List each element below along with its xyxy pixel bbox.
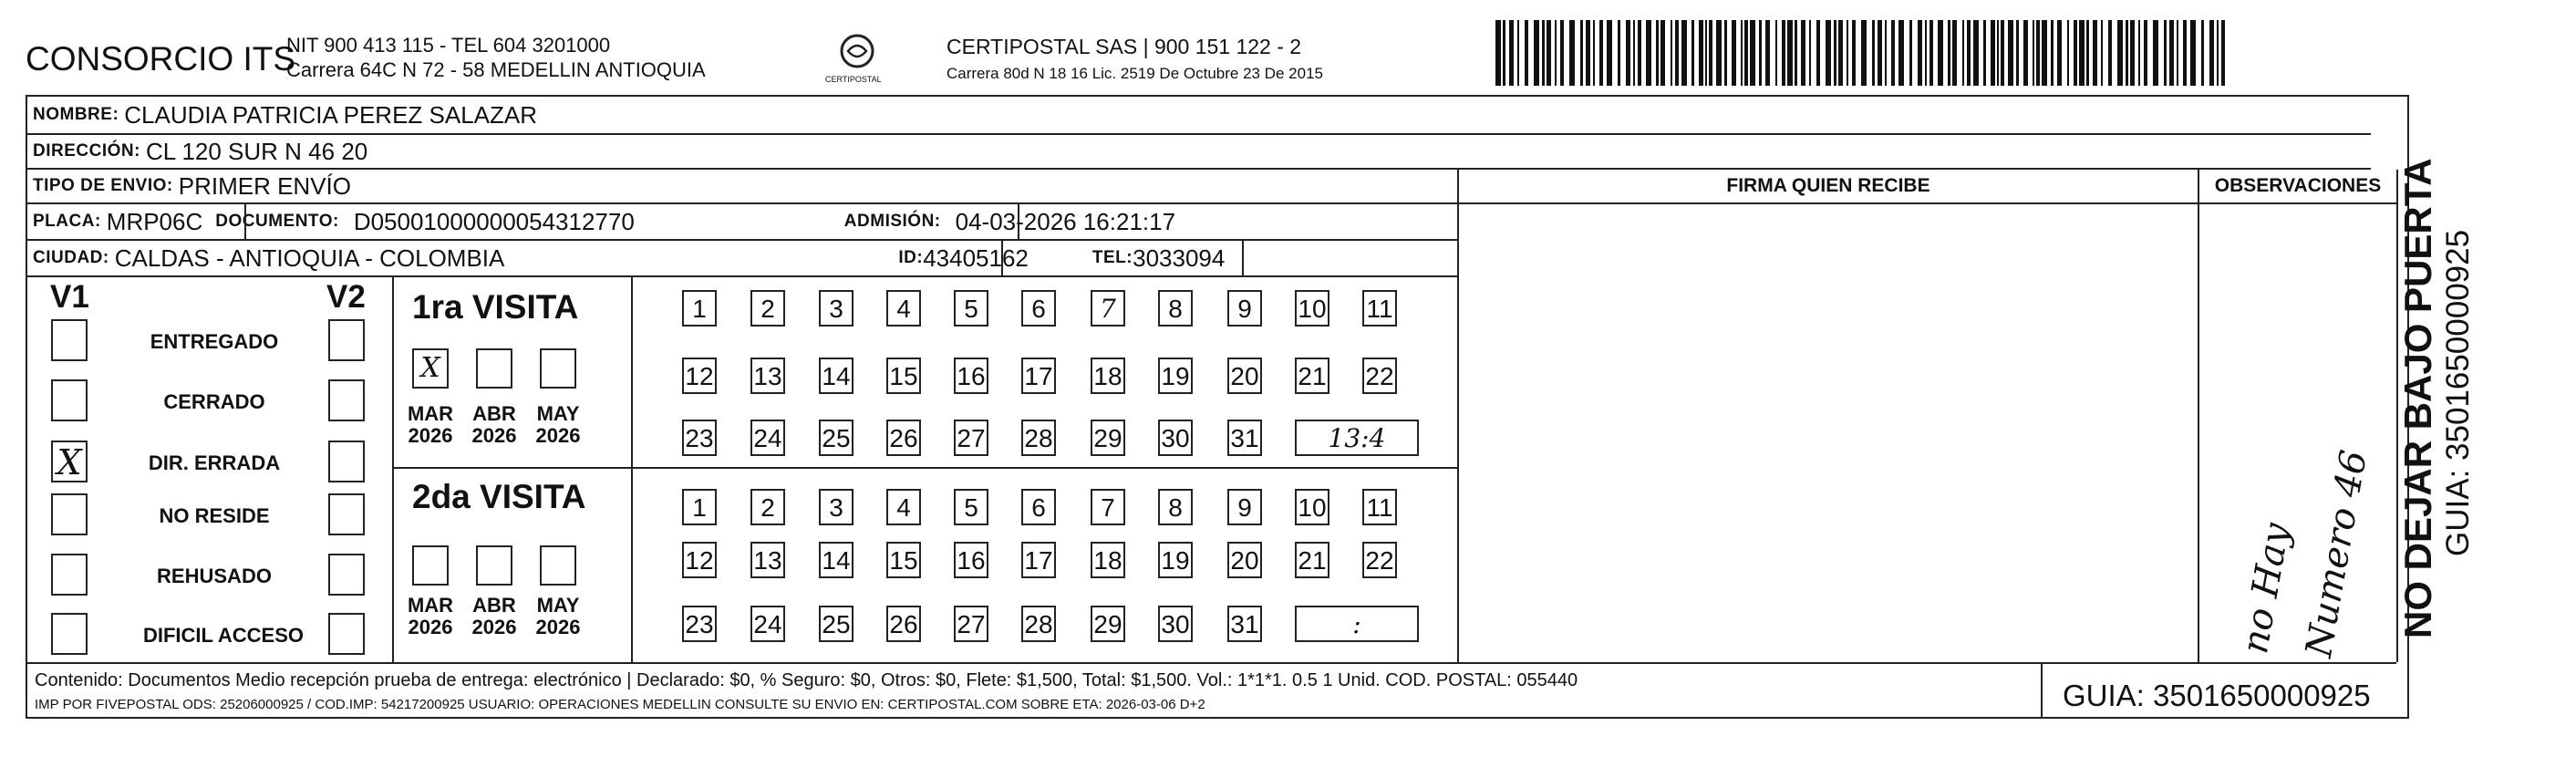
barcode-bar xyxy=(1560,20,1564,86)
row-tipo-envio xyxy=(27,170,1457,204)
barcode-bar xyxy=(1586,20,1590,86)
barcode-bar xyxy=(2153,20,2158,86)
day-box[interactable]: 3 xyxy=(819,290,853,327)
year-label: 2026 xyxy=(471,616,517,638)
barcode-bar xyxy=(1983,20,1986,86)
company-name: CONSORCIO ITS xyxy=(26,40,296,78)
barcode-bar xyxy=(1626,20,1630,86)
day-box[interactable]: 2 xyxy=(750,489,785,525)
v2-checkbox[interactable] xyxy=(328,493,365,535)
barcode-bar xyxy=(1599,20,1603,86)
barcode-bar xyxy=(2008,20,2013,86)
barcode-bar xyxy=(1744,20,1748,86)
day-box[interactable]: 16 xyxy=(954,358,988,394)
day-box[interactable]: 1 xyxy=(682,489,717,525)
day-box[interactable]: 27 xyxy=(954,420,988,456)
ciudad-label: CIUDAD: xyxy=(33,248,109,267)
id-label: ID: xyxy=(898,248,924,267)
day-box[interactable]: 8 xyxy=(1158,290,1193,327)
barcode-bar xyxy=(1593,20,1595,86)
divider xyxy=(1457,202,2396,204)
barcode-bar xyxy=(1633,20,1635,86)
barcode-bar xyxy=(2201,20,2204,86)
barcode-bar xyxy=(1765,20,1770,86)
day-box[interactable]: 5 xyxy=(954,290,988,327)
barcode-bar xyxy=(2042,20,2047,86)
day-box[interactable]: 22 xyxy=(1362,358,1397,394)
barcode-bar xyxy=(1509,20,1514,86)
barcode-bar xyxy=(1671,20,1672,86)
barcode-bar xyxy=(2074,20,2077,86)
observaciones-header: OBSERVACIONES xyxy=(2214,175,2382,196)
observation-line2: Numero 46 xyxy=(2298,447,2376,660)
day-box[interactable]: 3 xyxy=(819,489,853,525)
direccion-value: CL 120 SUR N 46 20 xyxy=(145,137,368,165)
month-checkbox[interactable]: X xyxy=(412,348,449,389)
barcode-bar xyxy=(1826,20,1831,86)
barcode-bar xyxy=(1741,20,1743,86)
day-box[interactable]: 4 xyxy=(886,489,921,525)
day-box[interactable]: 22 xyxy=(1362,542,1397,578)
barcode-bar xyxy=(2023,20,2028,86)
day-box[interactable]: 23 xyxy=(682,420,717,456)
day-box[interactable]: 21 xyxy=(1295,542,1329,578)
barcode-bar xyxy=(1580,20,1583,86)
barcode-bar xyxy=(2036,20,2040,86)
month-checkbox[interactable] xyxy=(540,545,576,586)
v1-checkbox[interactable]: X xyxy=(51,441,88,482)
day-box[interactable]: 28 xyxy=(1021,606,1056,642)
firma-header: FIRMA QUIEN RECIBE xyxy=(1726,175,1930,196)
barcode-bar xyxy=(1838,20,1843,86)
barcode-bar xyxy=(2101,20,2103,86)
barcode-bar xyxy=(2126,20,2128,86)
certipostal-address: Carrera 80d N 18 16 Lic. 2519 De Octubre 23 De 2015 xyxy=(947,65,1323,82)
barcode-bar xyxy=(2164,20,2167,86)
barcode-bar xyxy=(1918,20,1922,86)
day-box[interactable]: 23 xyxy=(682,606,717,642)
barcode-bar xyxy=(1691,20,1694,86)
v2-checkbox[interactable] xyxy=(328,613,365,655)
barcode-bar xyxy=(1909,20,1912,86)
company-address-line: Carrera 64C N 72 - 58 MEDELLIN ANTIOQUIA xyxy=(286,58,706,81)
barcode-bar xyxy=(1681,20,1687,86)
day-box[interactable]: 17 xyxy=(1021,358,1056,394)
day-box[interactable]: 13 xyxy=(750,358,785,394)
barcode-bar xyxy=(1929,20,1933,86)
month-label: MAR xyxy=(407,402,454,425)
barcode-bar xyxy=(2138,20,2140,86)
side-warning-title: NO DEJAR BAJO PUERTA xyxy=(2396,158,2439,638)
barcode-bar xyxy=(1656,20,1659,86)
barcode-bar xyxy=(1542,20,1545,86)
second-visit-title: 2da VISITA xyxy=(412,478,586,515)
admision-label: ADMISIÓN: xyxy=(843,212,941,231)
row-nombre xyxy=(27,97,2371,135)
ciudad-value: CALDAS - ANTIOQUIA - COLOMBIA xyxy=(114,244,505,272)
certipostal-line: CERTIPOSTAL SAS | 900 151 122 - 2 xyxy=(947,35,1302,58)
side-guia: GUIA: 3501650000925 xyxy=(2440,229,2476,556)
day-box[interactable]: 14 xyxy=(819,358,853,394)
barcode-bar xyxy=(2093,20,2097,86)
barcode-bar xyxy=(1834,20,1836,86)
day-box[interactable]: 7 xyxy=(1091,290,1125,327)
day-box[interactable]: 29 xyxy=(1091,606,1125,642)
barcode-bar xyxy=(2130,20,2135,86)
footer-meta: IMP POR FIVEPOSTAL ODS: 25206000925 / COD.IMP: 54217200925 USUARIO: OPERACIONES MEDELLIN CONSULTE SU ENVIO EN: CERTIPOSTAL.COM SOBRE ETA: 2026-03-06 D+2 xyxy=(35,697,1205,712)
divider xyxy=(392,467,1457,469)
barcode-bar xyxy=(1962,20,1964,86)
month-checkbox[interactable] xyxy=(476,545,512,586)
barcode-bar xyxy=(1782,20,1785,86)
barcode-bar xyxy=(1699,20,1703,86)
barcode-bar xyxy=(1705,20,1707,86)
barcode-bar xyxy=(2033,20,2034,86)
year-label: 2026 xyxy=(535,424,581,447)
day-box[interactable]: 26 xyxy=(886,606,921,642)
month-label: MAY xyxy=(536,594,580,617)
barcode-bar xyxy=(2067,20,2069,86)
month-label: MAR xyxy=(407,594,454,617)
barcode-bar xyxy=(2016,20,2019,86)
status-label: NO RESIDE xyxy=(159,504,270,527)
v2-checkbox[interactable] xyxy=(328,554,365,596)
day-box[interactable]: 30 xyxy=(1158,420,1193,456)
day-box[interactable]: 28 xyxy=(1021,420,1056,456)
day-box[interactable]: 4 xyxy=(886,290,921,327)
placa-value: MRP06C xyxy=(106,207,203,235)
barcode-bar xyxy=(2217,20,2219,86)
barcode-bar xyxy=(1618,20,1620,86)
barcode-bar xyxy=(1724,20,1727,86)
barcode-bar xyxy=(2117,20,2123,86)
id-value: 43405162 xyxy=(923,244,1029,272)
day-box[interactable]: 18 xyxy=(1091,358,1125,394)
barcode-bar xyxy=(1952,20,1957,86)
day-box[interactable]: 19 xyxy=(1158,358,1193,394)
barcode-bar xyxy=(1646,20,1651,86)
company-nit-block xyxy=(286,33,706,82)
day-box[interactable]: 10 xyxy=(1295,489,1329,525)
barcode-bar xyxy=(2183,20,2187,86)
barcode-bar xyxy=(1517,20,1519,86)
day-box[interactable]: 31 xyxy=(1227,606,1262,642)
day-box[interactable]: 20 xyxy=(1227,542,1262,578)
barcode-bar xyxy=(1852,20,1856,86)
day-box[interactable]: 25 xyxy=(819,606,853,642)
footer-guia: GUIA: 3501650000925 xyxy=(2063,679,2371,712)
day-box[interactable]: 24 xyxy=(750,606,785,642)
first-visit-title: 1ra VISITA xyxy=(412,288,579,326)
divider xyxy=(1242,241,1244,275)
barcode-bar xyxy=(1716,20,1722,86)
barcode-bar xyxy=(1555,20,1557,86)
day-box[interactable]: 18 xyxy=(1091,542,1125,578)
day-box[interactable]: 5 xyxy=(954,489,988,525)
barcode-bar xyxy=(1775,20,1777,86)
divider xyxy=(2198,170,2199,662)
day-box[interactable]: 24 xyxy=(750,420,785,456)
barcode-bar xyxy=(2086,20,2089,86)
barcode-bar xyxy=(1795,20,1797,86)
barcode-bar xyxy=(1861,20,1867,86)
barcode-bar xyxy=(1675,20,1679,86)
barcode-bar xyxy=(2051,20,2054,86)
status-label: DIFICIL ACCESO xyxy=(142,624,304,647)
barcode-bar xyxy=(1638,20,1641,86)
day-box[interactable]: 30 xyxy=(1158,606,1193,642)
status-label: REHUSADO xyxy=(157,565,272,587)
barcode-bar xyxy=(1997,20,1999,86)
barcode-bar xyxy=(1925,20,1927,86)
barcode-bar xyxy=(1801,20,1805,86)
barcode-bar xyxy=(1878,20,1882,86)
day-box[interactable]: 26 xyxy=(886,420,921,456)
barcode-bar xyxy=(1547,20,1551,86)
documento-value: D05001000000054312770 xyxy=(353,207,635,235)
row-direccion xyxy=(27,135,2371,170)
status-label: CERRADO xyxy=(163,390,265,413)
time-field[interactable]: 13:4 xyxy=(1295,420,1419,456)
day-box[interactable]: 9 xyxy=(1227,290,1262,327)
barcode-bar xyxy=(1759,20,1762,86)
barcode-bar xyxy=(1885,20,1887,86)
status-label: ENTREGADO xyxy=(150,330,279,353)
day-box[interactable]: 15 xyxy=(886,358,921,394)
divider xyxy=(244,204,246,239)
barcode-bar xyxy=(1991,20,1995,86)
tipo-value: PRIMER ENVÍO xyxy=(178,171,351,200)
barcode-bar xyxy=(1898,20,1904,86)
day-box[interactable]: 19 xyxy=(1158,542,1193,578)
barcode-bar xyxy=(1525,20,1528,86)
status-label: DIR. ERRADA xyxy=(148,451,281,474)
barcode-bar xyxy=(1534,20,1539,86)
day-box[interactable]: 11 xyxy=(1362,290,1397,327)
day-box[interactable]: 12 xyxy=(682,358,717,394)
v1-label: V1 xyxy=(50,279,89,315)
observation-line1: no Hay xyxy=(2234,520,2299,657)
v1-checkbox[interactable] xyxy=(51,613,88,655)
footer-contents: Contenido: Documentos Medio recepción prueba de entrega: electrónico | Declarado: $0, % Seguro: $0, Otros: $0, Flete: $1,500, Total: $1,500. Vol.: 1*1*1. 0.5 1 Unid. COD. POSTAL: 055440 xyxy=(35,670,1578,690)
barcode-bar xyxy=(1816,20,1820,86)
barcode-bar xyxy=(1938,20,1943,86)
day-box[interactable]: 2 xyxy=(750,290,785,327)
barcode-bar xyxy=(1569,20,1575,86)
barcode-bar xyxy=(2209,20,2214,86)
divider xyxy=(1001,241,1003,275)
logo-caption: CERTIPOSTAL xyxy=(825,75,882,84)
day-box[interactable]: 14 xyxy=(819,542,853,578)
day-box[interactable]: 27 xyxy=(954,606,988,642)
v1-checkbox[interactable] xyxy=(51,379,88,421)
divider xyxy=(631,275,633,662)
barcode-bar xyxy=(1607,20,1612,86)
v2-checkbox[interactable] xyxy=(328,319,365,361)
tipo-label: TIPO DE ENVIO: xyxy=(33,176,173,195)
day-box[interactable]: 29 xyxy=(1091,420,1125,456)
divider xyxy=(2041,662,2043,717)
v1-checkbox[interactable] xyxy=(51,319,88,361)
day-box[interactable]: 15 xyxy=(886,542,921,578)
tel-value: 3033094 xyxy=(1133,244,1226,272)
barcode-bar xyxy=(1503,20,1505,86)
direccion-label: DIRECCIÓN: xyxy=(33,141,140,161)
year-label: 2026 xyxy=(408,616,453,638)
day-box[interactable]: 21 xyxy=(1295,358,1329,394)
v1-checkbox[interactable] xyxy=(51,493,88,535)
barcode-bar xyxy=(1495,20,1501,86)
day-box[interactable]: 10 xyxy=(1295,290,1329,327)
barcode-bar xyxy=(2057,20,2062,86)
day-box[interactable]: 1 xyxy=(682,290,717,327)
barcode-bar xyxy=(2001,20,2004,86)
month-label: ABR xyxy=(472,402,516,425)
admision-value: 04-03-2026 16:21:17 xyxy=(955,207,1176,235)
day-box[interactable]: 13 xyxy=(750,542,785,578)
barcode-bar xyxy=(2144,20,2147,86)
day-box[interactable]: 31 xyxy=(1227,420,1262,456)
month-checkbox[interactable] xyxy=(540,348,576,389)
year-label: 2026 xyxy=(408,424,453,447)
month-label: MAY xyxy=(536,402,580,425)
row-placa xyxy=(27,204,1457,241)
barcode-bar xyxy=(2221,20,2225,86)
barcode-bar xyxy=(1948,20,1950,86)
month-checkbox[interactable] xyxy=(476,348,512,389)
barcode-bar xyxy=(1660,20,1665,86)
day-box[interactable]: 17 xyxy=(1021,542,1056,578)
month-label: ABR xyxy=(472,594,516,617)
divider xyxy=(1018,204,1019,239)
divider xyxy=(1457,170,1459,662)
certipostal-block xyxy=(947,33,1323,88)
day-box[interactable]: 9 xyxy=(1227,489,1262,525)
v2-label: V2 xyxy=(326,279,366,315)
nombre-value: CLAUDIA PATRICIA PEREZ SALAZAR xyxy=(124,100,537,129)
barcode-bar xyxy=(2177,20,2178,86)
barcode-bar xyxy=(1872,20,1875,86)
barcode-bar xyxy=(2190,20,2196,86)
barcode-bar xyxy=(1787,20,1793,86)
barcode-bar xyxy=(1847,20,1848,86)
day-box[interactable]: 6 xyxy=(1021,290,1056,327)
barcode-icon xyxy=(1495,20,2225,86)
day-box[interactable]: 20 xyxy=(1227,358,1262,394)
nombre-label: NOMBRE: xyxy=(33,105,119,124)
month-checkbox[interactable] xyxy=(412,545,449,586)
barcode-bar xyxy=(1809,20,1811,86)
v2-checkbox[interactable] xyxy=(328,441,365,482)
year-label: 2026 xyxy=(471,424,517,447)
documento-label: DOCUMENTO: xyxy=(215,212,339,231)
placa-label: PLACA: xyxy=(33,212,101,231)
day-box[interactable]: 11 xyxy=(1362,489,1397,525)
barcode-bar xyxy=(1967,20,1971,86)
barcode-bar xyxy=(2108,20,2112,86)
v2-checkbox[interactable] xyxy=(328,379,365,421)
barcode-bar xyxy=(2079,20,2085,86)
day-box[interactable]: 16 xyxy=(954,542,988,578)
day-box[interactable]: 6 xyxy=(1021,489,1056,525)
barcode-bar xyxy=(1750,20,1755,86)
day-box[interactable]: 7 xyxy=(1091,489,1125,525)
barcode-bar xyxy=(1891,20,1895,86)
tel-label: TEL: xyxy=(1091,248,1133,267)
year-label: 2026 xyxy=(535,616,581,638)
barcode-bar xyxy=(2169,20,2174,86)
day-box[interactable]: 8 xyxy=(1158,489,1193,525)
barcode-bar xyxy=(1732,20,1736,86)
day-box[interactable]: 12 xyxy=(682,542,717,578)
day-box[interactable]: 25 xyxy=(819,420,853,456)
divider xyxy=(392,275,394,662)
v1-checkbox[interactable] xyxy=(51,554,88,596)
time-field[interactable]: : xyxy=(1295,606,1419,642)
barcode-bar xyxy=(1973,20,1979,86)
barcode-bar xyxy=(1709,20,1712,86)
nit-line: NIT 900 413 115 - TEL 604 3201000 xyxy=(286,34,611,57)
